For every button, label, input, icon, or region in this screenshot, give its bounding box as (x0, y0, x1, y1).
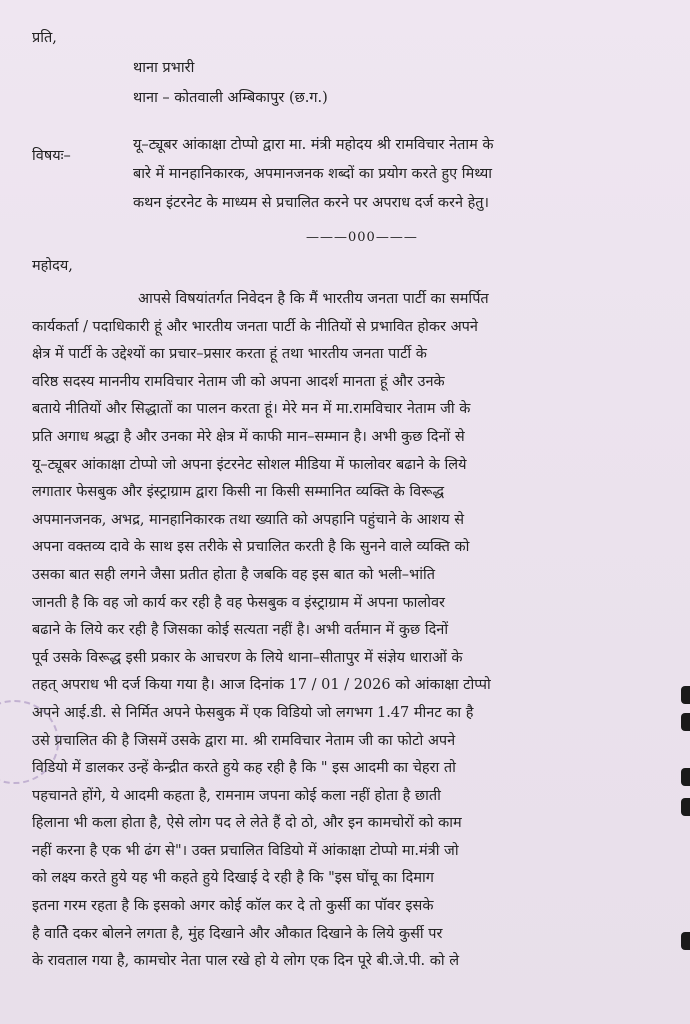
body-line: क्षेत्र में पार्टी के उद्देश्यों का प्रचार–प्रसार करता हूं तथा भारतीय जनता पार्टी के (32, 346, 427, 363)
subject-text (133, 131, 673, 218)
body-line: बताये नीतियों और सिद्धातों का पालन करता हूं। मेरे मन में मा.रामविचार नेताम जी के (32, 401, 471, 418)
body-line: आपसे विषयांतर्गत निवेदन है कि मैं भारतीय जनता पार्टी का समर्पित (138, 291, 489, 307)
body-line: अपना वक्तव्य दावे के साथ इस तरीके से प्रचालित करती है कि सुनने वाले व्यक्ति को (32, 539, 470, 556)
body-line: नहीं करना है एक भी ढंग से"। उक्त प्रचालित विडियो में आंकाक्षा टोप्पो मा.मंत्री जो (32, 842, 459, 859)
subject-line: यू–ट्यूबर आंकाक्षा टोप्पो द्वारा मा. मंत्री महोदय श्री रामविचार नेताम के (133, 137, 494, 153)
body-line: हिलाना भी कला होता है, ऐसे लोग पद ले लेते हैं दो ठो, और इन कामचोरों को काम (32, 815, 462, 832)
prati-label: प्रति, (32, 30, 57, 46)
body-line: के रावताल गया है, कामचोर नेता पाल रखे हो ये लोग एक दिन पूरे बी.जे.पी. को ले (32, 953, 460, 970)
body-line: पहचानते होंगे, ये आदमी कहता है, रामनाम जपना कोई कला नहीं होता है छाती (32, 787, 441, 804)
subject-line: कथन इंटरनेट के माध्यम से प्रचालित करने पर अपराध दर्ज करने हेतु। (133, 195, 490, 211)
edge-mark (681, 713, 690, 731)
body-line: तहत् अपराध भी दर्ज किया गया है। आज दिनांक 17 / 01 / 2026 को आंकाक्षा टोप्पो (32, 677, 491, 694)
addressee-line-2: थाना – कोतवाली अम्बिकापुर (छ.ग.) (133, 90, 328, 106)
edge-mark (681, 932, 690, 950)
subject-label: विषयः– (32, 148, 71, 164)
body-line: कार्यकर्ता / पदाधिकारी हूं और भारतीय जनता पार्टी के नीतियों से प्रभावित होकर अपने (32, 318, 478, 335)
body-line: पूर्व उसके विरूद्ध इसी प्रकार के आचरण के लिये थाना–सीतापुर में संज्ञेय धाराओं के (32, 649, 463, 666)
body-line: लगातार फेसबुक और इंस्ट्राग्राम द्वारा किसी ना किसी सम्मानित व्यक्ति के विरूद्ध (32, 484, 445, 501)
edge-mark (681, 768, 690, 786)
body-line: उसका बात सही लगने जैसा प्रतीत होता है जबकि वह इस बात को भली–भांति (32, 566, 435, 583)
body-line: अपने आई.डी. से निर्मित अपने फेसबुक में एक विडियो जो लगभग 1.47 मीनट का है (32, 704, 474, 721)
addressee-line-1: थाना प्रभारी (133, 60, 195, 76)
separator: ———000——— (306, 230, 418, 245)
body-line: इतना गरम रहता है कि इसको अगर कोई कॉल कर दे तो कुर्सी का पॉवर इसके (32, 898, 434, 915)
body-line: है वातेि दकर बोलने लगता है, मुंह दिखाने और औकात दिखाने के लिये कुर्सी पर (32, 925, 443, 942)
edge-mark (681, 798, 690, 816)
body-line: उसे प्रचालित की है जिसमें उसके द्वारा मा. श्री रामविचार नेताम जी का फोटो अपने (32, 732, 456, 749)
body-line: को लक्ष्य करते हुये यह भी कहते हुये दिखाई दे रही है कि "इस घोंचू का दिमाग (32, 870, 434, 887)
letter-body (32, 286, 682, 976)
edge-mark (681, 686, 690, 704)
body-line: अपमानजनक, अभद्र, मानहानिकारक तथा ख्याति को अपहानि पहुंचाने के आशय से (32, 511, 465, 528)
body-line: बढाने के लिये कर रही है जिसका कोई सत्यता नहीं है। अभी वर्तमान में कुछ दिनों (32, 622, 449, 639)
subject-line: बारे में मानहानिकारक, अपमानजनक शब्दों का प्रयोग करते हुए मिथ्या (133, 166, 492, 182)
body-line: यू–ट्यूबर आंकाक्षा टोप्पो जो अपना इंटरनेट सोशल मीडिया में फालोवर बढाने के लिये (32, 456, 467, 473)
body-line: वरिष्ठ सदस्य माननीय रामविचार नेताम जी को अपना आदर्श मानता हूं और उनके (32, 373, 445, 390)
body-line: विडियो में डालकर उन्हें केन्द्रीत करते हुये कह रही है कि " इस आदमी का चेहरा तो (32, 760, 456, 777)
greeting: महोदय, (32, 258, 73, 274)
body-line: प्रति अगाध श्रद्धा है और उनका मेरे क्षेत्र में काफी मान–सम्मान है। अभी कुछ दिनों से (32, 428, 465, 445)
body-line: जानती है कि वह जो कार्य कर रही है वह फेसबुक व इंस्ट्राग्राम में अपना फालोवर (32, 594, 445, 611)
